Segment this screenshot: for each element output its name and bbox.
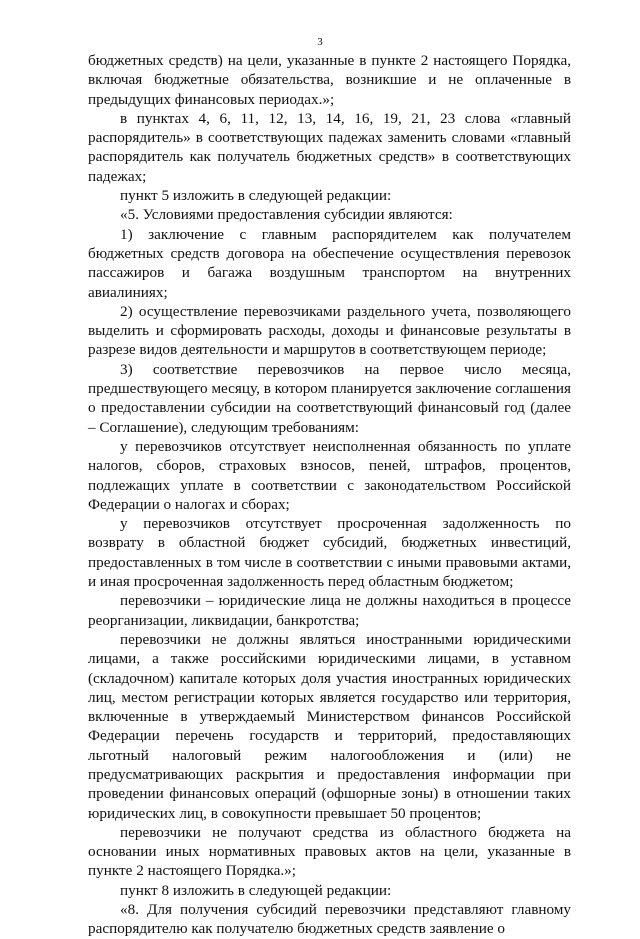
paragraph-point5-intro: пункт 5 изложить в следующей редакции: [120,187,392,205]
paragraph-amend-points: в пунктах 4, 6, 11, 12, 13, 14, 16, 19, 21, 23 слова «главный распорядитель» в соответствующих падежах заменить словами «главный распорядитель как получатель бюджетных средств» в соответствующих падежах; [88,109,571,185]
paragraph-condition-2: 2) осуществление перевозчиками раздельного учета, позволяющего выделить и сформировать расходы, доходы и финансовые результаты в разрезе видов деятельности и маршрутов в соответствующем периоде; [88,302,571,359]
paragraph-point8-text: «8. Для получения субсидий перевозчики представляют главному распорядителю как получателю бюджетных средств заявление о [88,901,571,938]
paragraph-requirement-other-funds: перевозчики не получают средства из областного бюджета на основании иных нормативных правовых актов на цели, указанные в пункте 2 настоящего Порядка.»; [88,823,571,880]
paragraph-condition-1: 1) заключение с главным распорядителем как получателем бюджетных средств договора на обеспечение осуществления перевозок пассажиров и багажа воздушным транспортом на внутренних авиалиниях; [88,225,571,301]
paragraph-requirement-foreign: перевозчики не должны являться иностранными юридическими лицами, а также российскими юридическими лицами, в уставном (складочном) капитале которых доля участия иностранных юридических лиц, местом регистрации которых является государство или территория, включенные в утверждаемый Министерством финансов Российской Федерации перечень государств и территорий, предоставляющих льготный налоговый режим налогообложения и (или) не предусматривающих раскрытия и предоставления информации при проведении финансовых операций (офшорные зоны) в отношении таких юридических лиц, в совокупности превышает 50 процентов; [88,630,571,822]
paragraph-requirement-taxes: у перевозчиков отсутствует неисполненная обязанность по уплате налогов, сборов, страховых взносов, пеней, штрафов, процентов, подлежащих уплате в соответствии с законодательством Российской Федерации о налогах и сборах; [88,437,571,513]
paragraph-point5-heading: «5. Условиями предоставления субсидии являются: [120,206,453,224]
paragraph-condition-3: 3) соответствие перевозчиков на первое число месяца, предшествующего месяцу, в котором планируется заключение соглашения о предоставлении субсидии на соответствующий финансовый год (далее – Соглашение), следующим требованиям: [88,360,572,436]
page-number: 3 [317,36,323,48]
paragraph-continuation: бюджетных средств) на цели, указанные в пункте 2 настоящего Порядка, включая бюджетные обязательства, возникшие и не оплаченные в предыдущих финансовых периодах.»; [88,52,571,108]
paragraph-requirement-reorganization: перевозчики – юридические лица не должны находиться в процессе реорганизации, ликвидации, банкротства; [88,592,571,629]
document-body [88,51,571,939]
paragraph-requirement-debt: у перевозчиков отсутствует просроченная задолженность по возврату в областной бюджет субсидий, бюджетных инвестиций, предоставленных в том числе в соответствии с иными правовыми актами, и иная просроченная задолженность перед областным бюджетом; [88,515,571,591]
paragraph-point8-intro: пункт 8 изложить в следующей редакции: [120,881,392,899]
